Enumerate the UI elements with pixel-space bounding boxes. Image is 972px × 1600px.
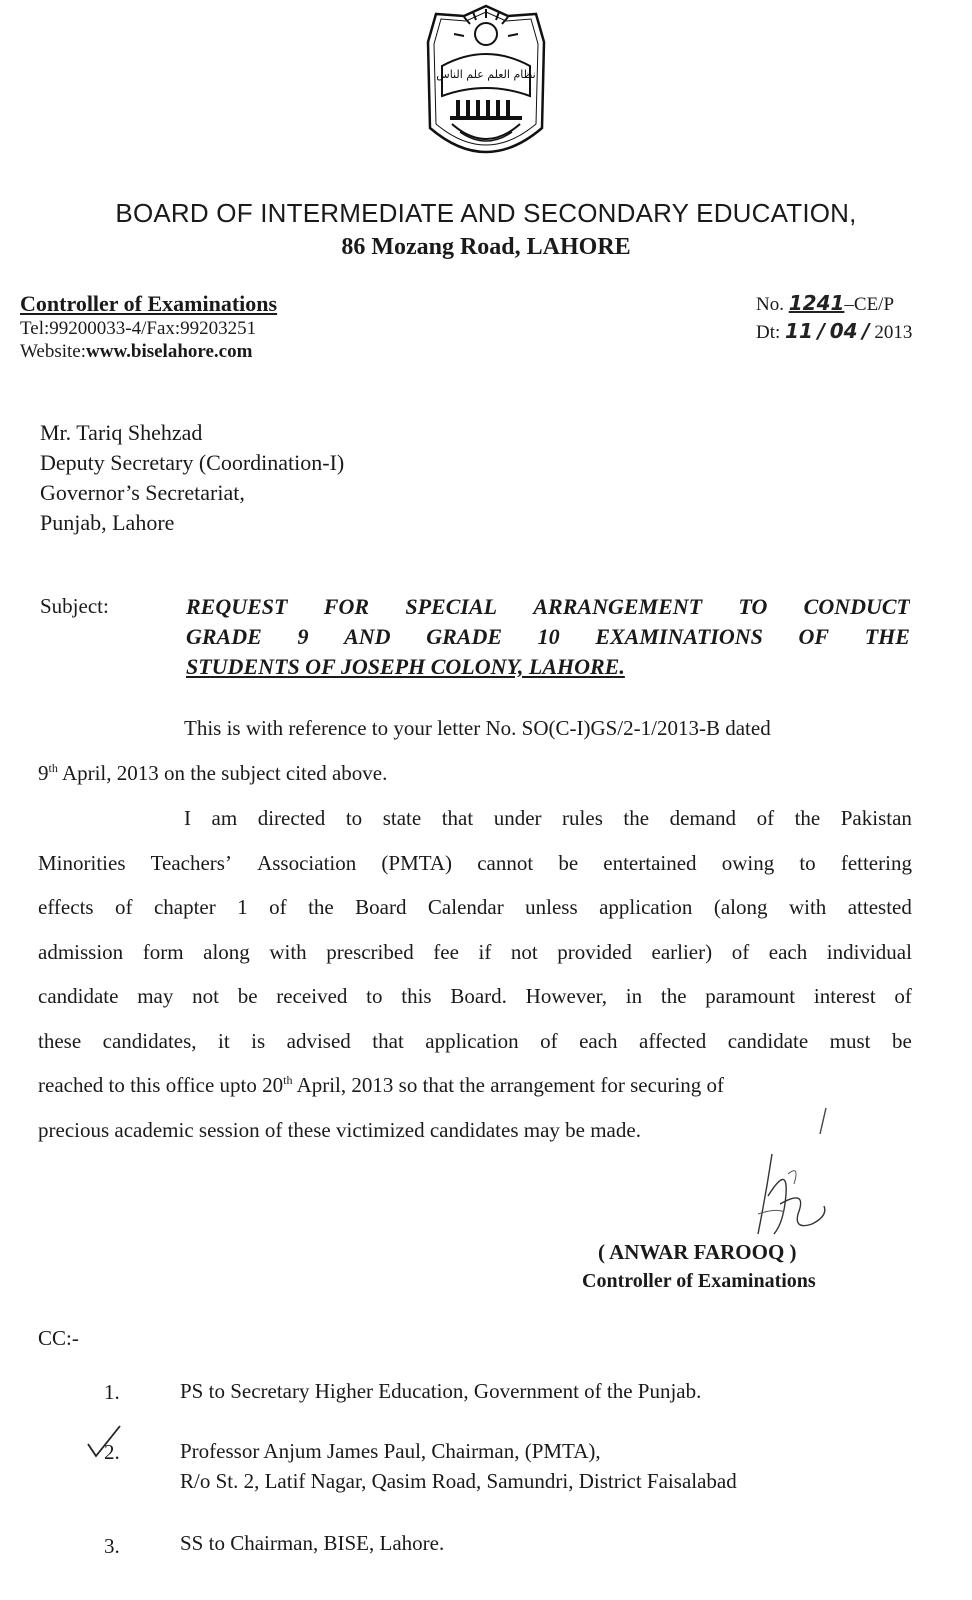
cc-item-3-number: 3. — [104, 1534, 120, 1558]
website-url: www.biselahore.com — [86, 341, 253, 362]
para2-line-8: precious academic session of these victimized candidates may be made. — [38, 1117, 641, 1142]
reference-number — [756, 290, 912, 318]
signatory-name: ( ANWAR FAROOQ ) — [598, 1240, 797, 1264]
date-year: 2013 — [874, 322, 913, 343]
cc-item-1-text: PS to Secretary Higher Education, Government of the Punjab. — [180, 1379, 702, 1403]
cc-label: CC:- — [38, 1326, 79, 1350]
subject-line-2: GRADE 9 AND GRADE 10 EXAMINATIONS OF THE — [186, 624, 910, 649]
signature-scribble — [728, 1104, 858, 1254]
cc-item-1-number: 1. — [104, 1380, 120, 1404]
addressee-name: Mr. Tariq Shehzad — [40, 420, 203, 445]
office-website-line — [20, 340, 277, 363]
para2-line-5: candidate may not be received to this Board. However, in the paramount interest of — [38, 984, 912, 1008]
deadline-text: reached to this office upto 20 — [38, 1073, 284, 1097]
cc-item-3-text: SS to Chairman, BISE, Lahore. — [180, 1531, 445, 1555]
reference-date: Dt: 11 / 04 / 2013 — [756, 319, 913, 343]
reference-no-label: No. — [756, 294, 784, 315]
cc-item-2-number: 2. — [104, 1440, 120, 1464]
para2-line-7 — [38, 1063, 912, 1108]
deadline-suffix: th — [283, 1073, 293, 1087]
deadline-rest: April, 2013 so that the arrangement for securing of — [296, 1073, 725, 1097]
para2-line-1: I am directed to state that under rules the demand of the Pakistan — [184, 806, 912, 830]
paragraph-reference — [38, 706, 912, 795]
reference-no-suffix: –CE/P — [844, 294, 895, 315]
date-day-handwritten: 11 — [785, 319, 813, 343]
date-month-handwritten: 04 — [829, 319, 858, 343]
addressee-city: Punjab, Lahore — [40, 510, 175, 535]
para1-line-1: This is with reference to your letter No. SO(C-I)GS/2-1/2013-B dated — [184, 716, 771, 740]
office-block — [20, 290, 277, 363]
para1-line-2 — [38, 751, 912, 796]
para2-line-2: Minorities Teachers’ Association (PMTA) cannot be entertained owing to fettering — [38, 850, 912, 875]
reference-block — [756, 290, 912, 346]
subject-text — [186, 592, 910, 682]
board-logo-emblem — [424, 4, 548, 170]
addressee-office: Governor’s Secretariat, — [40, 480, 245, 505]
signatory-title: Controller of Examinations — [582, 1270, 816, 1292]
cc-item-2-text — [180, 1436, 737, 1496]
cc-item-2-line-2: R/o St. 2, Latif Nagar, Qasim Road, Samundri, District Faisalabad — [180, 1469, 737, 1493]
subject-line-3: STUDENTS OF JOSEPH COLONY, LAHORE. — [186, 654, 625, 679]
board-address: 86 Mozang Road, LAHORE — [341, 234, 631, 260]
para2-line-4: admission form along with prescribed fee if not provided earlier) of each individual — [38, 939, 912, 964]
addressee-block — [40, 418, 344, 538]
logo-script-text: نظام العلم علم الناس — [436, 68, 536, 81]
subject-line-1: REQUEST FOR SPECIAL ARRANGEMENT TO CONDUCT — [186, 594, 910, 619]
paragraph-directive — [38, 796, 912, 1152]
subject-label: Subject: — [40, 594, 109, 618]
cc-item-2-line-1: Professor Anjum James Paul, Chairman, (PMTA), — [180, 1439, 601, 1463]
website-label: Website: — [20, 341, 87, 362]
date-suffix: th — [48, 760, 58, 775]
office-phone-fax: Tel:99200033-4/Fax:99203251 — [20, 318, 257, 339]
addressee-designation: Deputy Secretary (Coordination-I) — [40, 450, 345, 475]
board-title: BOARD OF INTERMEDIATE AND SECONDARY EDUCATION, — [115, 198, 857, 228]
date-day: 9 — [38, 760, 49, 785]
para2-line-6: these candidates, it is advised that application of each affected candidate must be — [38, 1028, 912, 1053]
date-rest: April, 2013 on the subject cited above. — [61, 760, 388, 785]
office-title: Controller of Examinations — [20, 291, 278, 316]
date-label: Dt: — [756, 322, 781, 343]
reference-no-handwritten: 1241 — [788, 291, 845, 315]
para2-line-3: effects of chapter 1 of the Board Calendar unless application (along with attested — [38, 895, 912, 919]
